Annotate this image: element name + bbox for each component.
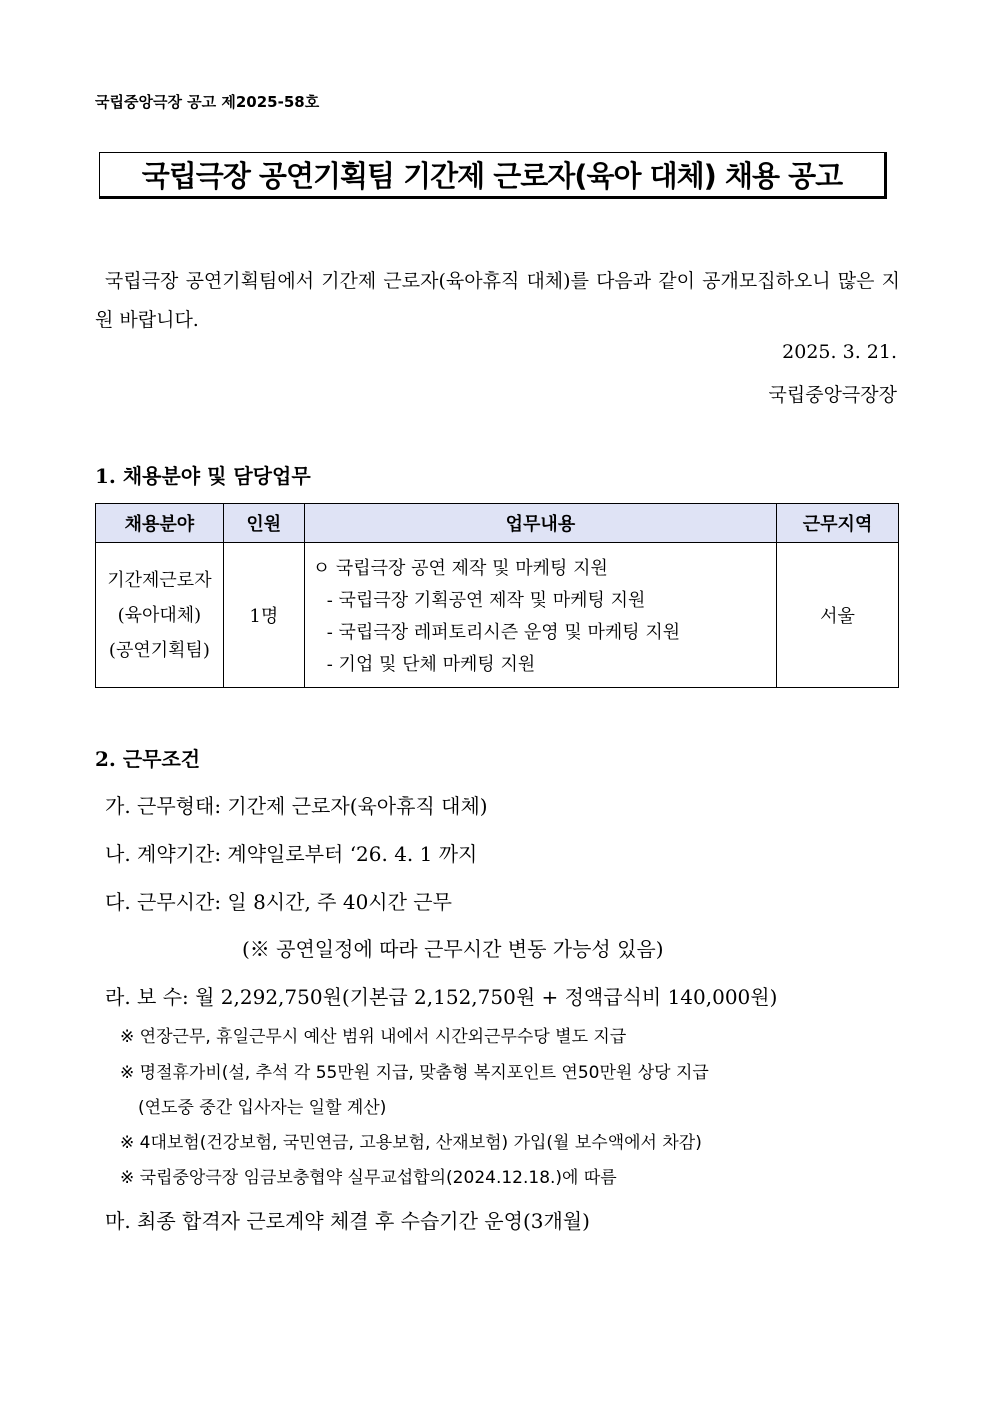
section-1-heading: 1. 채용분야 및 담당업무 <box>95 464 311 488</box>
header-count: 인원 <box>223 504 304 543</box>
condition-probation: 마. 최종 합격자 근로계약 체결 후 수습기간 운영(3개월) <box>105 1209 590 1233</box>
salary-note: ※ 명절휴가비(설, 추석 각 55만원 지급, 맞춤형 복지포인트 연50만원 상당 지급 <box>120 1063 709 1083</box>
header-location: 근무지역 <box>777 504 899 543</box>
count-cell: 1명 <box>223 543 304 688</box>
field-line: (육아대체) <box>117 604 202 626</box>
condition-contract-period: 나. 계약기간: 계약일로부터 ‘26. 4. 1 까지 <box>105 842 478 866</box>
issuer: 국립중앙극장장 <box>768 384 897 406</box>
field-line: 기간제근로자 <box>107 569 212 591</box>
salary-note: ※ 국립중앙극장 임금보충협약 실무교섭합의(2024.12.18.)에 따름 <box>120 1168 617 1188</box>
notice-number: 국립중앙극장 공고 제2025-58호 <box>95 93 320 111</box>
duty-sub-item: - 국립극장 레퍼토리시즌 운영 및 마케팅 지원 <box>326 622 681 643</box>
salary-note: ※ 4대보험(건강보험, 국민연금, 고용보험, 산재보험) 가입(월 보수액에서 차감) <box>120 1133 702 1153</box>
table-header-row <box>96 504 899 543</box>
table-row <box>96 543 899 688</box>
salary-note: (연도중 중간 입사자는 일할 계산) <box>138 1098 387 1118</box>
duty-main: ㅇ 국립극장 공연 제작 및 마케팅 지원 <box>312 558 608 579</box>
condition-work-type: 가. 근무형태: 기간제 근로자(육아휴직 대체) <box>105 794 488 818</box>
duty-sub-item: - 국립극장 기획공연 제작 및 마케팅 지원 <box>326 590 646 611</box>
recruitment-table <box>95 503 899 688</box>
field-line: (공연기획팀) <box>108 639 210 661</box>
page-title: 국립극장 공연기획팀 기간제 근로자(육아 대체) 채용 공고 <box>99 152 887 199</box>
intro-paragraph: 국립극장 공연기획팀에서 기간제 근로자(육아휴직 대체)를 다음과 같이 공개모집하오니 많은 지원 바랍니다. <box>95 270 900 331</box>
location-cell: 서울 <box>777 543 899 688</box>
header-duty: 업무내용 <box>304 504 776 543</box>
duty-sub-item: - 기업 및 단체 마케팅 지원 <box>326 654 536 675</box>
header-field: 채용분야 <box>96 504 224 543</box>
field-cell <box>96 543 224 688</box>
condition-salary: 라. 보 수: 월 2,292,750원(기본급 2,152,750원 + 정액급식비 140,000원) <box>105 985 778 1009</box>
condition-work-hours: 다. 근무시간: 일 8시간, 주 40시간 근무 <box>105 890 452 914</box>
work-hours-note: (※ 공연일정에 따라 근무시간 변동 가능성 있음) <box>242 937 664 961</box>
salary-note: ※ 연장근무, 휴일근무시 예산 범위 내에서 시간외근무수당 별도 지급 <box>120 1027 627 1047</box>
notice-date: 2025. 3. 21. <box>782 341 897 363</box>
duty-cell <box>304 543 776 688</box>
section-2-heading: 2. 근무조건 <box>95 747 201 771</box>
